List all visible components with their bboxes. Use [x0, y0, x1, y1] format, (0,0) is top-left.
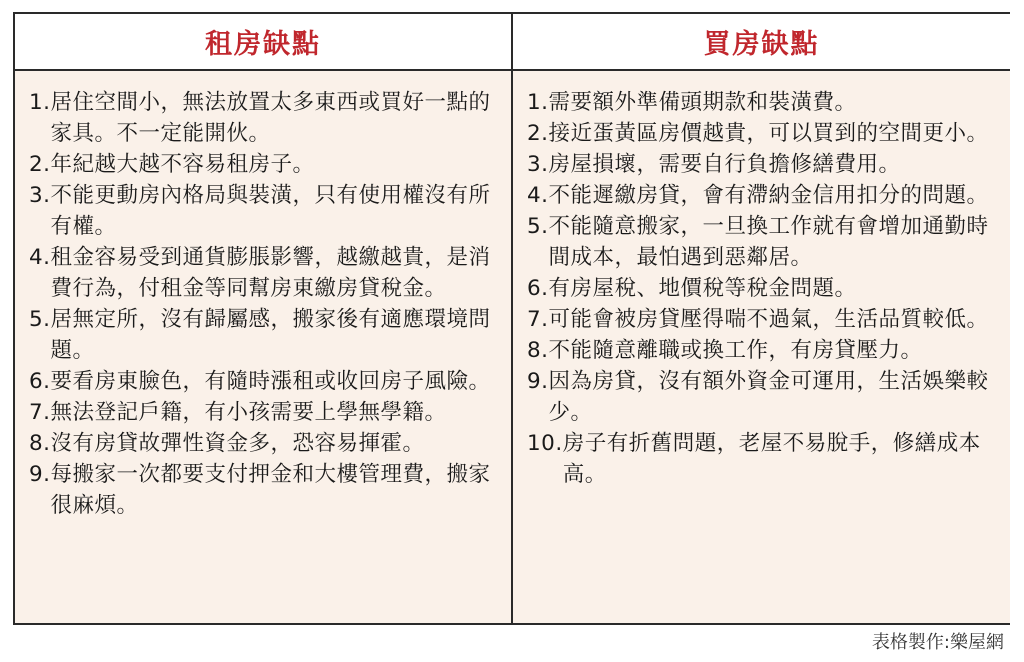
list-item: [29, 180, 503, 242]
item-number: 4.: [527, 183, 549, 208]
item-text: 房屋損壞，需要自行負擔修繕費用。: [548, 152, 901, 177]
item-text: 有房屋稅、地價稅等稅金問題。: [548, 276, 857, 301]
item-number: 2.: [527, 121, 549, 146]
item-text: 房子有折舊問題，老屋不易脫手，修繕成本高。: [562, 431, 981, 487]
item-text: 可能會被房貸壓得喘不過氣，生活品質較低。: [548, 307, 989, 332]
comparison-table: [13, 12, 1010, 625]
list-item: [527, 118, 1002, 149]
item-number: 7.: [527, 307, 549, 332]
list-item: [29, 397, 503, 428]
item-text: 無法登記戶籍，有小孩需要上學無學籍。: [50, 400, 447, 425]
list-item: [29, 366, 503, 397]
item-number: 3.: [527, 152, 549, 177]
item-text: 居無定所，沒有歸屬感，搬家後有適應環境問題。: [50, 307, 491, 363]
item-number: 3.: [29, 183, 51, 208]
list-item: [527, 87, 1002, 118]
rent-column: [15, 14, 513, 623]
item-number: 1.: [29, 90, 51, 115]
item-number: 9.: [527, 369, 549, 394]
list-item: [29, 87, 503, 149]
item-text: 租金容易受到通貨膨脹影響，越繳越貴，是消費行為，付租金等同幫房東繳房貸稅金。: [50, 245, 491, 301]
list-item: [29, 149, 503, 180]
item-text: 因為房貸，沒有額外資金可運用，生活娛樂較少。: [548, 369, 989, 425]
buy-column: [513, 14, 1010, 623]
item-text: 居住空間小，無法放置太多東西或買好一點的家具。不一定能開伙。: [50, 90, 491, 146]
list-item: [29, 459, 503, 521]
item-text: 年紀越大越不容易租房子。: [50, 152, 315, 177]
item-number: 6.: [29, 369, 51, 394]
list-item: [527, 180, 1002, 211]
list-item: [29, 242, 503, 304]
item-number: 6.: [527, 276, 549, 301]
item-number: 4.: [29, 245, 51, 270]
item-text: 需要額外準備頭期款和裝潢費。: [548, 90, 857, 115]
item-number: 7.: [29, 400, 51, 425]
buy-header: 買房缺點: [513, 14, 1010, 71]
item-number: 1.: [527, 90, 549, 115]
item-number: 5.: [527, 214, 549, 239]
list-item: [29, 428, 503, 459]
list-item: [527, 304, 1002, 335]
rent-header: 租房缺點: [15, 14, 511, 71]
item-text: 每搬家一次都要支付押金和大樓管理費，搬家很麻煩。: [50, 462, 491, 518]
item-text: 沒有房貸故彈性資金多，恐容易揮霍。: [50, 431, 425, 456]
list-item: [527, 428, 1002, 490]
list-item: [527, 335, 1002, 366]
item-text: 不能隨意離職或換工作，有房貸壓力。: [548, 338, 923, 363]
list-item: [29, 304, 503, 366]
list-item: [527, 149, 1002, 180]
item-text: 接近蛋黃區房價越貴，可以買到的空間更小。: [548, 121, 989, 146]
item-number: 9.: [29, 462, 51, 487]
item-number: 8.: [29, 431, 51, 456]
item-number: 8.: [527, 338, 549, 363]
item-number: 2.: [29, 152, 51, 177]
item-text: 不能更動房內格局與裝潢，只有使用權沒有所有權。: [50, 183, 491, 239]
list-item: [527, 366, 1002, 428]
item-text: 不能遲繳房貸，會有滯納金信用扣分的問題。: [548, 183, 989, 208]
list-item: [527, 211, 1002, 273]
list-item: [527, 273, 1002, 304]
item-text: 不能隨意搬家，一旦換工作就有會增加通勤時間成本，最怕遇到惡鄰居。: [548, 214, 989, 270]
rent-list: [15, 71, 511, 623]
item-number: 5.: [29, 307, 51, 332]
table-credit: 表格製作:樂屋網: [871, 632, 1004, 653]
item-text: 要看房東臉色，有隨時漲租或收回房子風險。: [50, 369, 491, 394]
item-number: 10.: [527, 431, 563, 456]
buy-list: [513, 71, 1010, 623]
